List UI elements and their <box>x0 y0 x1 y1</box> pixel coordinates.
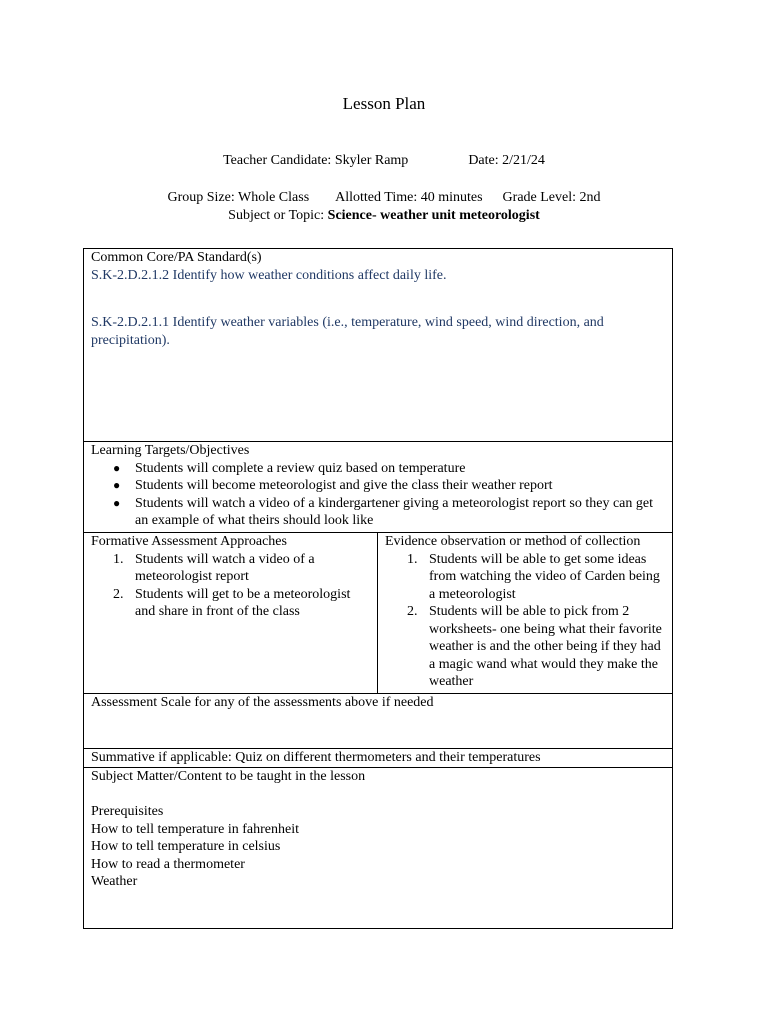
assessment-scale-row <box>84 694 673 749</box>
class-details-line <box>0 189 768 207</box>
target-item: ● Students will complete a review quiz based on temperature <box>135 460 666 478</box>
standard-item: S.K-2.D.2.1.2 Identify how weather conditions affect daily life. <box>91 267 447 283</box>
grade-level: Grade Level: 2nd <box>502 190 601 205</box>
subject-matter-row <box>84 768 673 929</box>
formative-item: 2. Students will get to be a meteorologist and share in front of the class <box>113 586 351 619</box>
evidence-list <box>385 551 666 691</box>
formative-cell <box>84 533 378 694</box>
lesson-plan-table <box>83 248 673 929</box>
formative-list <box>91 551 371 621</box>
page-title: Lesson Plan <box>342 94 426 113</box>
teacher-candidate: Teacher Candidate: Skyler Ramp <box>223 153 409 168</box>
targets-row <box>84 442 673 533</box>
formative-heading: Formative Assessment Approaches <box>91 534 287 549</box>
summative-row <box>84 749 673 768</box>
targets-list <box>91 460 666 530</box>
prerequisite-item: How to tell temperature in fahrenheit <box>91 821 299 837</box>
subject-line <box>0 207 768 225</box>
targets-heading: Learning Targets/Objectives <box>91 443 250 458</box>
assessment-row <box>84 533 673 694</box>
standards-heading: Common Core/PA Standard(s) <box>91 250 262 265</box>
lesson-date: Date: 2/21/24 <box>468 153 545 168</box>
evidence-item: 2. Students will be able to pick from 2 worksheets- one being what their favorite weather is and the other being if they had a magic wand what would they make the weather <box>407 604 662 689</box>
formative-item: 1. Students will watch a video of a meteorologist report <box>113 551 315 584</box>
subject-matter-heading: Subject Matter/Content to be taught in the lesson <box>91 769 366 784</box>
standards-cell <box>84 249 673 442</box>
subject-label: Subject or Topic: <box>228 208 328 223</box>
standard-item: S.K-2.D.2.1.1 Identify weather variables (i.e., temperature, wind speed, wind direction, and precipitation). <box>91 315 604 348</box>
target-item: ● Students will watch a video of a kindergartener giving a meteorologist report so they can get an example of what theirs should look like <box>135 495 666 530</box>
evidence-item: 1. Students will be able to get some ideas from watching the video of Carden being a meteorologist <box>407 551 660 602</box>
prerequisite-item: Weather <box>91 874 138 889</box>
evidence-heading: Evidence observation or method of collection <box>385 534 641 549</box>
group-size: Group Size: Whole Class <box>167 190 310 205</box>
prerequisites-heading: Prerequisites <box>91 804 164 819</box>
teacher-date-line <box>0 152 768 170</box>
evidence-cell <box>378 533 673 694</box>
standards-row <box>84 249 673 442</box>
summative-cell: Summative if applicable: Quiz on different thermometers and their temperatures <box>84 749 673 768</box>
assessment-scale-cell: Assessment Scale for any of the assessments above if needed <box>84 694 673 749</box>
prerequisite-item: How to read a thermometer <box>91 856 245 872</box>
allotted-time: Allotted Time: 40 minutes <box>335 190 483 205</box>
target-item: ● Students will become meteorologist and give the class their weather report <box>135 477 666 495</box>
targets-cell <box>84 442 673 533</box>
prerequisite-item: How to tell temperature in celsius <box>91 839 281 854</box>
subject-value: Science- weather unit meteorologist <box>327 208 540 223</box>
subject-matter-cell <box>84 768 673 929</box>
